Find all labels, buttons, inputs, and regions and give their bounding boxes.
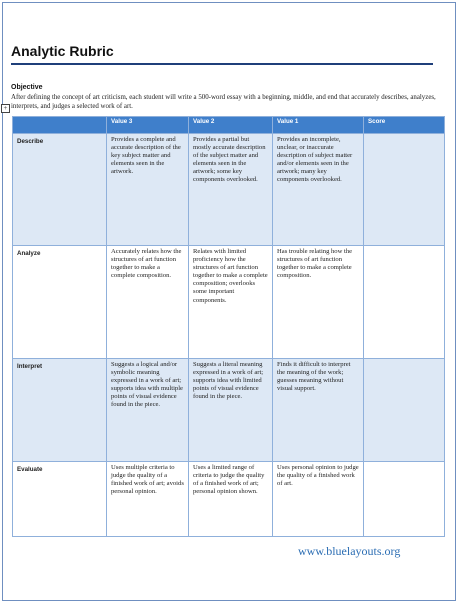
cell-value-2: Provides a partial but mostly accurate description of the subject matter and elements seen in the artwork; some key components overlooked. [189, 134, 273, 246]
title-underline [11, 63, 433, 65]
objective-heading: Objective [11, 84, 43, 91]
cell-value-3: Suggests a logical and/or symbolic meaning expressed in a work of art; supports idea with multiple points of visual evidence found in the piece. [107, 359, 189, 462]
criterion-analyze: Analyze [13, 246, 107, 359]
header-value-1: Value 1 [273, 117, 364, 134]
footer-website-link[interactable]: www.bluelayouts.org [298, 544, 401, 558]
header-value-3: Value 3 [107, 117, 189, 134]
table-move-handle-icon[interactable]: + [1, 104, 10, 113]
cell-value-3: Uses multiple criteria to judge the quality of a finished work of art; avoids personal opinion. [107, 462, 189, 537]
cell-value-2: Uses a limited range of criteria to judge the quality of a finished work of art; personal opinion shown. [189, 462, 273, 537]
cell-value-3: Provides a complete and accurate description of the key subject matter and elements seen in the artwork. [107, 134, 189, 246]
document-title: Analytic Rubric [11, 43, 114, 59]
cell-score[interactable] [364, 246, 445, 359]
rubric-table [12, 116, 445, 537]
table-row [13, 246, 445, 359]
header-score: Score [364, 117, 445, 134]
cell-value-2: Suggests a literal meaning expressed in a work of art; supports idea with limited points of visual evidence found in the piece. [189, 359, 273, 462]
criterion-interpret: Interpret [13, 359, 107, 462]
table-row [13, 134, 445, 246]
header-criterion [13, 117, 107, 134]
cell-score[interactable] [364, 134, 445, 246]
table-row [13, 359, 445, 462]
cell-value-1: Finds it difficult to interpret the meaning of the work; guesses meaning without visual support. [273, 359, 364, 462]
criterion-describe: Describe [13, 134, 107, 246]
objective-text: After defining the concept of art criticism, each student will write a 500-word essay with a beginning, middle, and end that accurately describes, analyzes, interprets, and judges a selected work of art. [11, 94, 436, 110]
cell-value-1: Provides an incomplete, unclear, or inaccurate description of subject matter and/or elements seen in the artwork; many key components overlooked. [273, 134, 364, 246]
cell-value-2: Relates with limited proficiency how the structures of art function together to make a complete composition; overlooks some important components. [189, 246, 273, 359]
table-row [13, 462, 445, 537]
header-value-2: Value 2 [189, 117, 273, 134]
cell-value-1: Uses personal opinion to judge the quality of a finished work of art. [273, 462, 364, 537]
cell-score[interactable] [364, 462, 445, 537]
cell-value-3: Accurately relates how the structures of art function together to make a complete composition. [107, 246, 189, 359]
cell-value-1: Has trouble relating how the structures of art function together to make a complete composition. [273, 246, 364, 359]
criterion-evaluate: Evaluate [13, 462, 107, 537]
cell-score[interactable] [364, 359, 445, 462]
table-header-row [13, 117, 445, 134]
